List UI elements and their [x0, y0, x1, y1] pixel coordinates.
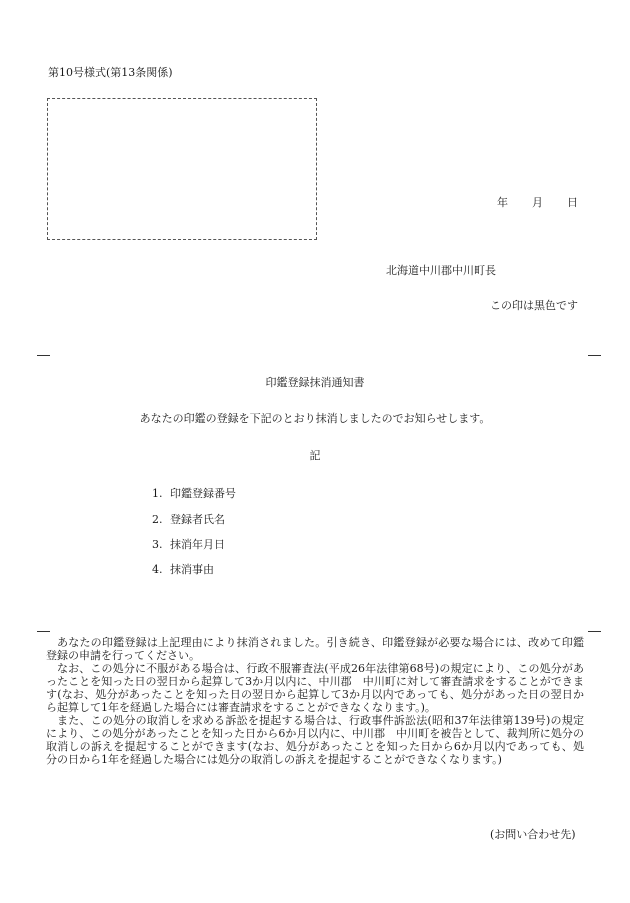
item-label: 抹消事由	[170, 563, 214, 576]
contact-label: (お問い合わせ先)	[490, 828, 576, 841]
issuer-name: 北海道中川郡中川町長	[386, 264, 496, 277]
item-label: 登録者氏名	[170, 513, 225, 526]
list-item	[152, 485, 236, 501]
item-label: 抹消年月日	[170, 538, 225, 551]
notice-paragraph: なお、この処分に不服がある場合は、行政不服審査法(平成26年法律第68号)の規定により、この処分があったことを知った日の翌日から起算して3か月以内に、中川郡 中川町に対して審査請求をすることができます(なお、処分があったことを知った日の翌日から起算して3か月以内であっても、処分があった日の翌日から起算して1年を経過した場合には審査請求をすることができなくなります。)。	[46, 662, 584, 714]
date-month: 月	[532, 196, 543, 209]
date-day: 日	[567, 196, 578, 209]
fold-mark-left-upper	[37, 355, 50, 356]
notice-paragraph: あなたの印鑑登録は上記理由により抹消されました。引き続き、印鑑登録が必要な場合には、改めて印鑑登録の申請を行ってください。	[46, 636, 584, 662]
recipient-address-box	[47, 98, 317, 240]
item-number: 1.	[152, 487, 163, 500]
notice-paragraph: また、この処分の取消しを求める訴訟を提起する場合は、行政事件訴訟法(昭和37年法律第139号)の規定により、この処分があったことを知った日から6か月以内に、中川郡 中川町を被告として、裁判所に処分の取消しの訴えを提起することができます(なお、処分があったことを知った日から6か月以内であっても、処分の日から1年を経過した場合には処分の取消しの訴えを提起することができなくなります。)	[46, 714, 584, 766]
list-item	[152, 511, 225, 527]
lead-text: あなたの印鑑の登録を下記のとおり抹消しましたのでお知らせします。	[139, 412, 491, 425]
notice-text	[46, 636, 584, 766]
date-line	[497, 194, 578, 210]
ki-heading: 記	[309, 449, 321, 462]
document-title: 印鑑登録抹消通知書	[265, 376, 365, 389]
form-number: 第10号様式(第13条関係)	[48, 66, 173, 79]
item-label: 印鑑登録番号	[170, 487, 236, 500]
fold-mark-left-lower	[37, 631, 50, 632]
fold-mark-right-upper	[588, 355, 601, 356]
seal-note: この印は黒色です	[490, 299, 578, 312]
item-number: 4.	[152, 563, 163, 576]
list-item	[152, 536, 225, 552]
list-item	[152, 561, 214, 577]
date-year: 年	[497, 196, 508, 209]
item-number: 3.	[152, 538, 163, 551]
item-number: 2.	[152, 513, 163, 526]
fold-mark-right-lower	[588, 631, 601, 632]
